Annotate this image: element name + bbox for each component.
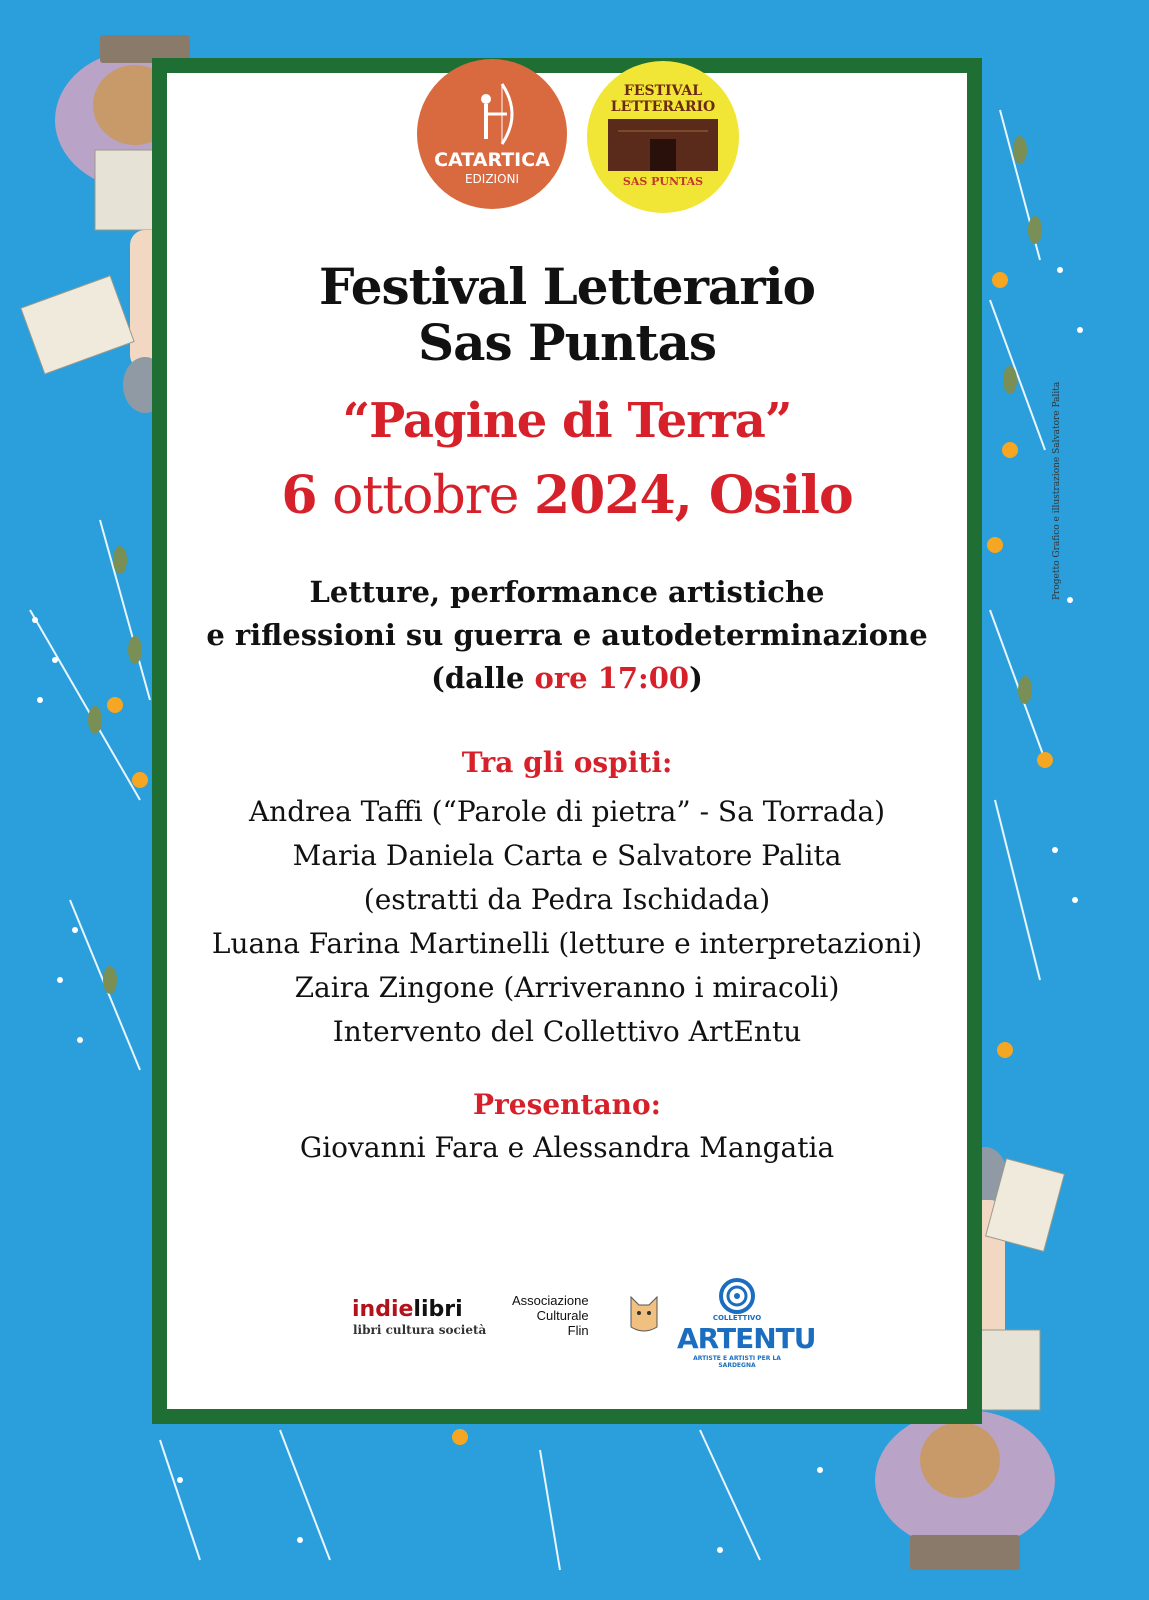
- catartica-name: CATARTICA: [434, 149, 550, 171]
- archer-icon: [462, 79, 522, 149]
- description-suffix: ): [689, 661, 703, 695]
- guest-item: Andrea Taffi (“Parole di pietra” - Sa Torrada): [248, 795, 886, 828]
- catartica-sub: EDIZIONI: [464, 172, 520, 186]
- description-line2: e riflessioni su guerra e autodeterminazione: [206, 618, 928, 652]
- guest-item: Luana Farina Martinelli (letture e interpretazioni): [211, 927, 923, 960]
- festival-logo-line3: SAS PUNTAS: [622, 175, 704, 188]
- date-day: 6: [281, 465, 317, 526]
- indielibri-logo: [352, 1297, 463, 1322]
- nuraghe-icon: [608, 119, 718, 171]
- description-prefix: (dalle: [431, 661, 535, 695]
- spiral-icon: [717, 1278, 757, 1314]
- artentu-logo: [677, 1278, 816, 1369]
- title-line1: Festival Letterario: [318, 257, 816, 316]
- event-date: [167, 465, 967, 526]
- sponsor-logos: [167, 1263, 967, 1369]
- title-line2: Sas Puntas: [417, 313, 716, 372]
- guest-item: (estratti da Pedra Ischidada): [363, 883, 771, 916]
- guests-list: [167, 790, 967, 1054]
- catartica-logo: [417, 59, 567, 209]
- page-title: [167, 259, 967, 371]
- description-time: ore 17:00: [534, 661, 690, 695]
- festival-logo-line2: LETTERARIO: [610, 99, 716, 115]
- festival-logo-line1: FESTIVAL: [623, 83, 703, 99]
- guest-item: Intervento del Collettivo ArtEntu: [332, 1015, 802, 1048]
- artentu-name: ARTENTU: [677, 1322, 816, 1355]
- artentu-collettivo: COLLETTIVO: [712, 1314, 762, 1322]
- indielibri-part1: indie: [352, 1297, 414, 1322]
- event-description: [167, 571, 967, 700]
- festival-logo: [587, 61, 739, 213]
- event-subtitle: “Pagine di Terra”: [342, 393, 792, 449]
- indielibri-part2: libri: [413, 1297, 463, 1322]
- presenters-heading: Presentano:: [472, 1088, 661, 1121]
- assoc-line2: Culturale: [536, 1308, 589, 1323]
- date-month: ottobre: [332, 466, 519, 526]
- description-line3: [167, 657, 967, 700]
- guest-item: Zaira Zingone (Arriveranno i miracoli): [294, 971, 840, 1004]
- date-year-place: 2024, Osilo: [533, 465, 853, 526]
- cat-icon: [627, 1291, 661, 1335]
- graphic-credit: Progetto Grafico e illustrazione Salvatore Palita: [1052, 381, 1062, 600]
- presenters-names: Giovanni Fara e Alessandra Mangatia: [299, 1131, 835, 1164]
- artentu-tagline: ARTISTE E ARTISTI PER LA SARDEGNA: [693, 1355, 781, 1369]
- guests-heading: Tra gli ospiti:: [461, 746, 673, 779]
- description-line1: Letture, performance artistiche: [309, 575, 825, 609]
- assoc-line3: Flin: [567, 1323, 589, 1338]
- guest-item: Maria Daniela Carta e Salvatore Palita: [292, 839, 842, 872]
- assoc-line1: Associazione: [512, 1293, 589, 1308]
- indielibri-tagline: libri cultura società: [353, 1323, 487, 1337]
- associazione-flin-logo: [512, 1293, 589, 1338]
- poster-panel: [152, 58, 982, 1424]
